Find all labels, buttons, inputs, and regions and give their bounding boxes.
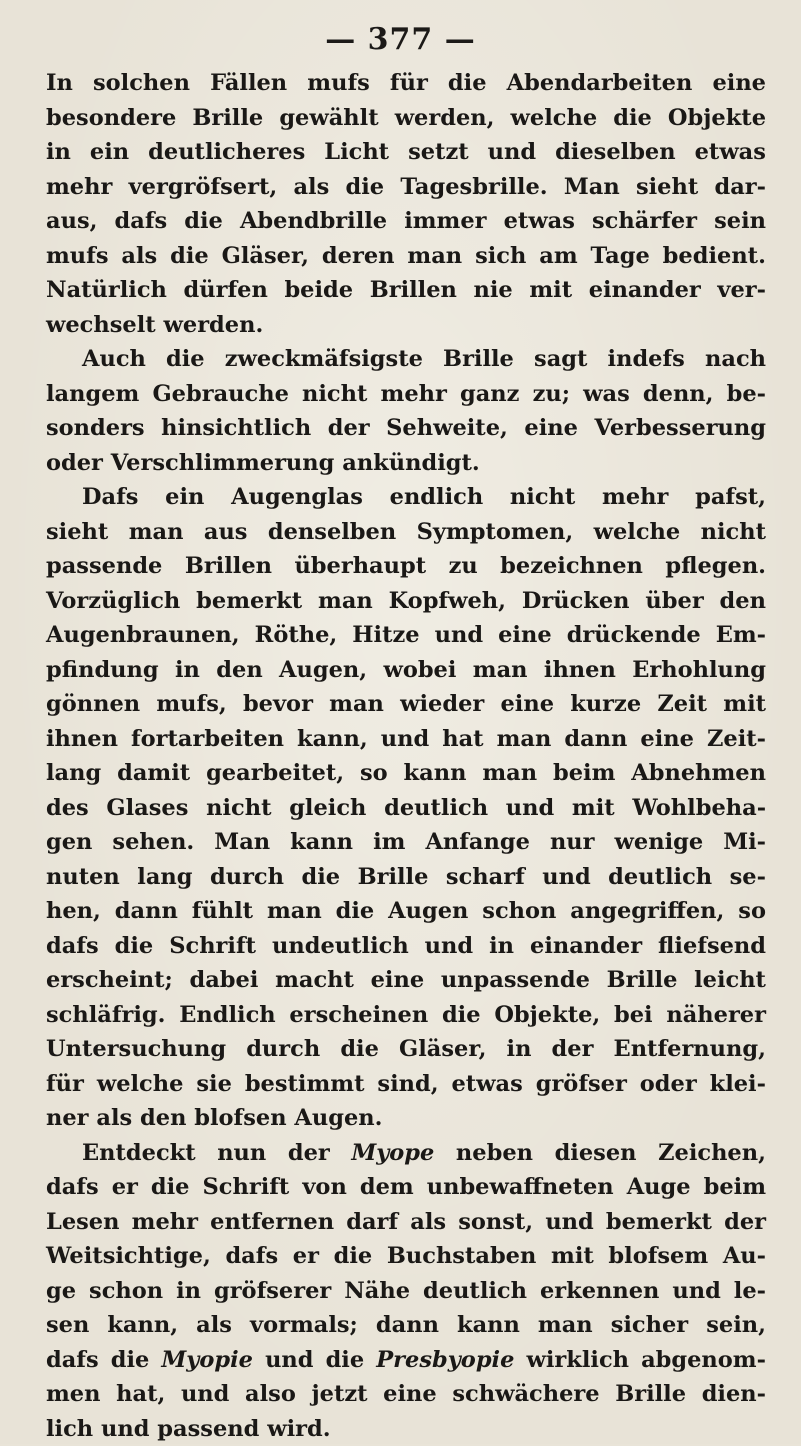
text-line: mehr vergröfsert, als die Tagesbrille. Man sieht dar- [46, 170, 766, 205]
text-line: besondere Brille gewählt werden, welche die Objekte [46, 101, 766, 136]
text-line: aus, dafs die Abendbrille immer etwas schärfer sein [46, 204, 766, 239]
page-number: — 377 — [0, 22, 801, 58]
text-line: dafs die Myopie und die Presbyopie wirklich abgenom- [46, 1343, 766, 1378]
text-line: sonders hinsichtlich der Sehweite, eine Verbesserung [46, 411, 766, 446]
text-line: dafs er die Schrift von dem unbewaffneten Auge beim [46, 1170, 766, 1205]
text-line: schläfrig. Endlich erscheinen die Objekte, bei näherer [46, 998, 766, 1033]
text-line: lang damit gearbeitet, so kann man beim Abnehmen [46, 756, 766, 791]
text-line: Natürlich dürfen beide Brillen nie mit einander ver- [46, 273, 766, 308]
text-line: mufs als die Gläser, deren man sich am Tage bedient. [46, 239, 766, 274]
text-line: langem Gebrauche nicht mehr ganz zu; was denn, be- [46, 377, 766, 412]
text-line: ihnen fortarbeiten kann, und hat man dann eine Zeit- [46, 722, 766, 757]
text-line: Lesen mehr entfernen darf als sonst, und bemerkt der [46, 1205, 766, 1240]
text-line: lich und passend wird. [46, 1412, 766, 1446]
text-line: Untersuchung durch die Gläser, in der Entfernung, [46, 1032, 766, 1067]
text-line: Auch die zweckmäfsigste Brille sagt indefs nach [46, 342, 766, 377]
text-line: sen kann, als vormals; dann kann man sicher sein, [46, 1308, 766, 1343]
text-line: gönnen mufs, bevor man wieder eine kurze Zeit mit [46, 687, 766, 722]
text-line: ner als den blofsen Augen. [46, 1101, 766, 1136]
text-line: ge schon in gröfserer Nähe deutlich erkennen und le- [46, 1274, 766, 1309]
text-line: für welche sie bestimmt sind, etwas gröfser oder klei- [46, 1067, 766, 1102]
text-line: In solchen Fällen mufs für die Abendarbeiten eine [46, 66, 766, 101]
text-line: des Glases nicht gleich deutlich und mit Wohlbeha- [46, 791, 766, 826]
text-line: Weitsichtige, dafs er die Buchstaben mit blofsem Au- [46, 1239, 766, 1274]
body-text [46, 66, 766, 1446]
text-line: gen sehen. Man kann im Anfange nur wenige Mi- [46, 825, 766, 860]
text-line: passende Brillen überhaupt zu bezeichnen pflegen. [46, 549, 766, 584]
text-line: men hat, und also jetzt eine schwächere Brille dien- [46, 1377, 766, 1412]
text-line: wechselt werden. [46, 308, 766, 343]
text-line: pfindung in den Augen, wobei man ihnen Erhohlung [46, 653, 766, 688]
text-line: sieht man aus denselben Symptomen, welche nicht [46, 515, 766, 550]
text-line: Entdeckt nun der Myope neben diesen Zeichen, [46, 1136, 766, 1171]
text-line: nuten lang durch die Brille scharf und deutlich se- [46, 860, 766, 895]
text-line: Dafs ein Augenglas endlich nicht mehr pafst, [46, 480, 766, 515]
text-line: Vorzüglich bemerkt man Kopfweh, Drücken über den [46, 584, 766, 619]
text-line: Augenbraunen, Röthe, Hitze und eine drückende Em- [46, 618, 766, 653]
text-line: erscheint; dabei macht eine unpassende Brille leicht [46, 963, 766, 998]
text-line: in ein deutlicheres Licht setzt und dieselben etwas [46, 135, 766, 170]
text-line: dafs die Schrift undeutlich und in einander fliefsend [46, 929, 766, 964]
text-line: oder Verschlimmerung ankündigt. [46, 446, 766, 481]
text-line: hen, dann fühlt man die Augen schon angegriffen, so [46, 894, 766, 929]
